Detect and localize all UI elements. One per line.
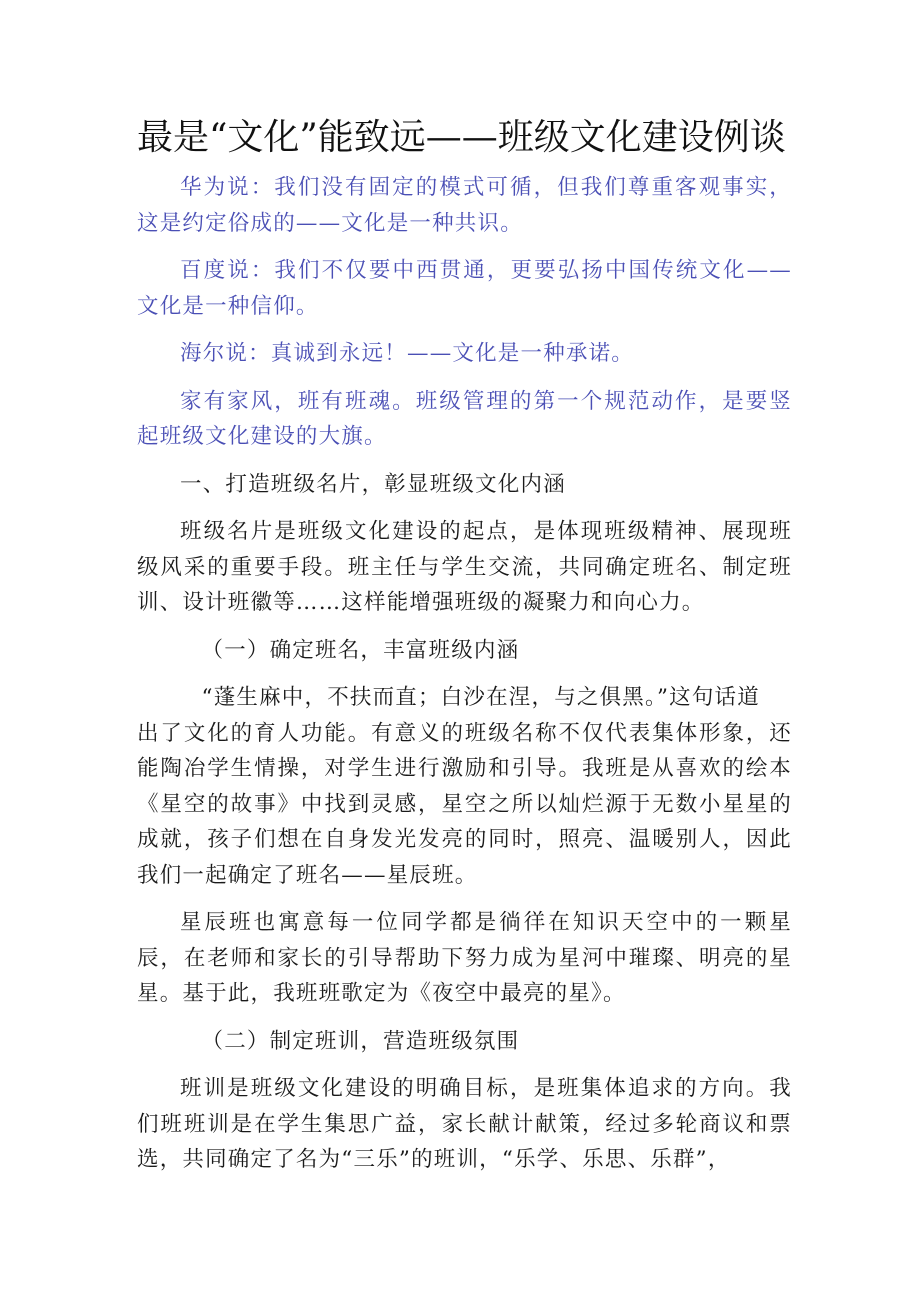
sub1-quote-line: “蓬生麻中，不扶而直；白沙在涅，与之俱黑。”这句话道 <box>201 685 760 710</box>
document-title: 最是“文化”能致远——班级文化建设例谈 <box>137 117 786 158</box>
sub2-heading: （二）制定班训，营造班级氛围 <box>201 1028 520 1054</box>
intro-baidu: 百度说：我们不仅要中西贯通，更要弘扬中国传统文化——文化是一种信仰。 <box>137 258 792 319</box>
sub1-paragraph2: 星辰班也寓意每一位同学都是徜徉在知识天空中的一颗星辰，在老师和家长的引导帮助下努力成为星河中璀璨、明亮的星星。基于此，我班班歌定为《夜空中最亮的星》。 <box>137 910 792 1006</box>
sub2-paragraph: 班训是班级文化建设的明确目标，是班集体追求的方向。我们班班训是在学生集思广益，家长献计献策，经过多轮商议和票选，共同确定了名为“三乐”的班训，“乐学、乐思、乐群”， <box>137 1076 792 1172</box>
intro-haier: 海尔说：真诚到永远！——文化是一种承诺。 <box>180 341 635 366</box>
section1-heading: 一、打造班级名片，彰显班级文化内涵 <box>180 471 566 497</box>
sub1-heading: （一）确定班名，丰富班级内涵 <box>201 637 520 663</box>
section1-paragraph: 班级名片是班级文化建设的起点，是体现班级精神、展现班级风采的重要手段。班主任与学生交流，共同确定班名、制定班训、设计班徽等……这样能增强班级的凝聚力和向心力。 <box>137 519 792 615</box>
sub1-quote-rest: 出了文化的育人功能。有意义的班级名称不仅代表集体形象，还能陶冶学生情操，对学生进行激励和引导。我班是从喜欢的绘本《星空的故事》中找到灵感，星空之所以灿烂源于无数小星星的成就，孩子们想在自身发光发亮的同时，照亮、温暖别人，因此我们一起确定了班名——星辰班。 <box>137 720 792 888</box>
intro-class-spirit: 家有家风，班有班魂。班级管理的第一个规范动作，是要竖起班级文化建设的大旗。 <box>137 388 792 449</box>
intro-huawei: 华为说：我们没有固定的模式可循，但我们尊重客观事实，这是约定俗成的——文化是一种共识。 <box>137 175 792 236</box>
